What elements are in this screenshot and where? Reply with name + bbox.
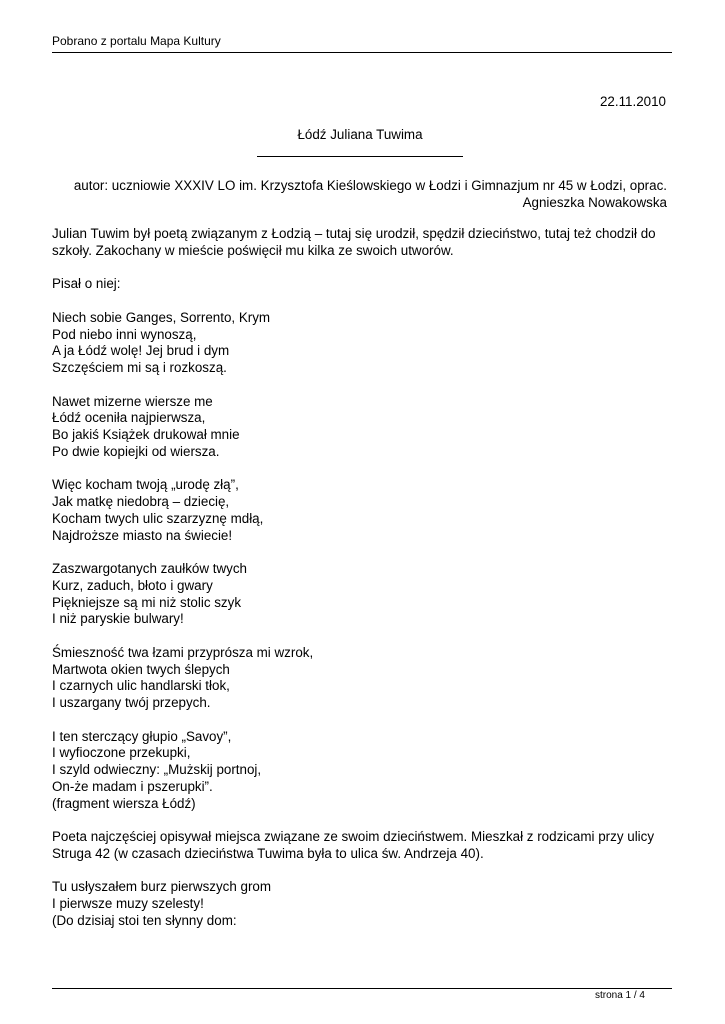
- poem-line: Po dwie kopiejki od wiersza.: [52, 443, 220, 459]
- paragraph-line: Poeta najczęściej opisywał miejsca związane ze swoim dzieciństwem. Mieszkał z rodzicami przy ulicy: [52, 829, 655, 844]
- poem-stanza: [52, 394, 672, 461]
- poem-line: (Do dzisiaj stoi ten słynny dom:: [52, 912, 237, 928]
- author-line: autor: uczniowie XXXIV LO im. Krzysztofa Kieślowskiego w Łodzi i Gimnazjum nr 45 w Łodzi, oprac.: [73, 178, 667, 193]
- poem-line: Zaszwargotanych zaułków twych: [52, 561, 247, 576]
- author-line: Agnieszka Nowakowska: [522, 195, 667, 210]
- poem-stanza: [52, 879, 672, 929]
- poem-line: Nawet mizerne wiersze me: [52, 393, 213, 409]
- poem-line: I wyfioczone przekupki,: [52, 745, 191, 761]
- page-number: strona 1 / 4: [594, 990, 645, 1001]
- document-title: Łódź Juliana Tuwima: [297, 127, 423, 142]
- poem-line: Szczęściem mi są i rozkoszą.: [52, 360, 227, 375]
- paragraph-line: szkoły. Zakochany w mieście poświęcił mu kilka ze swoich utworów.: [52, 242, 454, 258]
- poem-line: I uszargany twój przepych.: [52, 695, 211, 710]
- poem-line: Łódź oceniła najpierwsza,: [52, 410, 206, 426]
- paragraph-line: Pisał o niej:: [52, 276, 121, 292]
- header-divider: [52, 52, 672, 53]
- poem-stanza: [52, 645, 672, 712]
- poem-line: Piękniejsze są mi niż stolic szyk: [52, 594, 242, 610]
- poem-line: Tu usłyszałem burz pierwszych grom: [52, 879, 272, 895]
- title-underline: [257, 156, 463, 157]
- poem-line: I ten sterczący głupio „Savoy”,: [52, 728, 232, 744]
- poem-stanza: [52, 561, 672, 628]
- poem-line: Kurz, zaduch, błoto i gwary: [52, 577, 213, 593]
- poem-source-note: (fragment wiersza Łódź): [52, 795, 196, 811]
- poem-line: I pierwsze muzy szelesty!: [52, 896, 204, 911]
- poem-line: Bo jakiś Książek drukował mnie: [52, 427, 240, 442]
- page-header-source: Pobrano z portalu Mapa Kultury: [52, 34, 221, 48]
- wrote-about-line: [52, 276, 672, 293]
- document-date: 22.11.2010: [599, 94, 666, 109]
- poem-line: Najdroższe miasto na świecie!: [52, 527, 233, 543]
- poem-stanza: [52, 729, 672, 813]
- poem-line: Niech sobie Ganges, Sorrento, Krym: [52, 309, 271, 325]
- poem-line: Pod niebo inni wynoszą,: [52, 326, 197, 342]
- author-block: [47, 177, 667, 211]
- paragraph-line: Struga 42 (w czasach dzieciństwa Tuwima była to ulica św. Andrzeja 40).: [52, 845, 484, 861]
- poem-line: Śmieszność twa łzami przyprósza mi wzrok,: [52, 644, 314, 660]
- poem-stanza: [52, 310, 672, 377]
- poem-line: Martwota okien twych ślepych: [52, 661, 230, 677]
- body-paragraph: [52, 829, 672, 863]
- poem-line: Więc kocham twoją „urodę złą”,: [52, 477, 239, 493]
- poem-stanza: [52, 477, 672, 544]
- intro-paragraph: [52, 226, 672, 260]
- footer-divider: [52, 988, 672, 989]
- poem-line: Kocham twych ulic szarzyznę mdłą,: [52, 510, 264, 526]
- poem-line: I szyld odwieczny: „Mużskij portnoj,: [52, 762, 262, 777]
- poem-line: Jak matkę niedobrą – dziecię,: [52, 494, 230, 509]
- poem-line: A ja Łódź wolę! Jej brud i dym: [52, 343, 230, 359]
- document-body: [52, 226, 672, 946]
- poem-line: On-że madam i pszerupki”.: [52, 778, 213, 794]
- poem-line: I niż paryskie bulwary!: [52, 611, 184, 627]
- poem-line: I czarnych ulic handlarski tłok,: [52, 678, 230, 694]
- paragraph-line: Julian Tuwim był poetą związanym z Łodzią – tutaj się urodził, spędził dzieciństwo, tutaj też chodził do: [52, 226, 656, 241]
